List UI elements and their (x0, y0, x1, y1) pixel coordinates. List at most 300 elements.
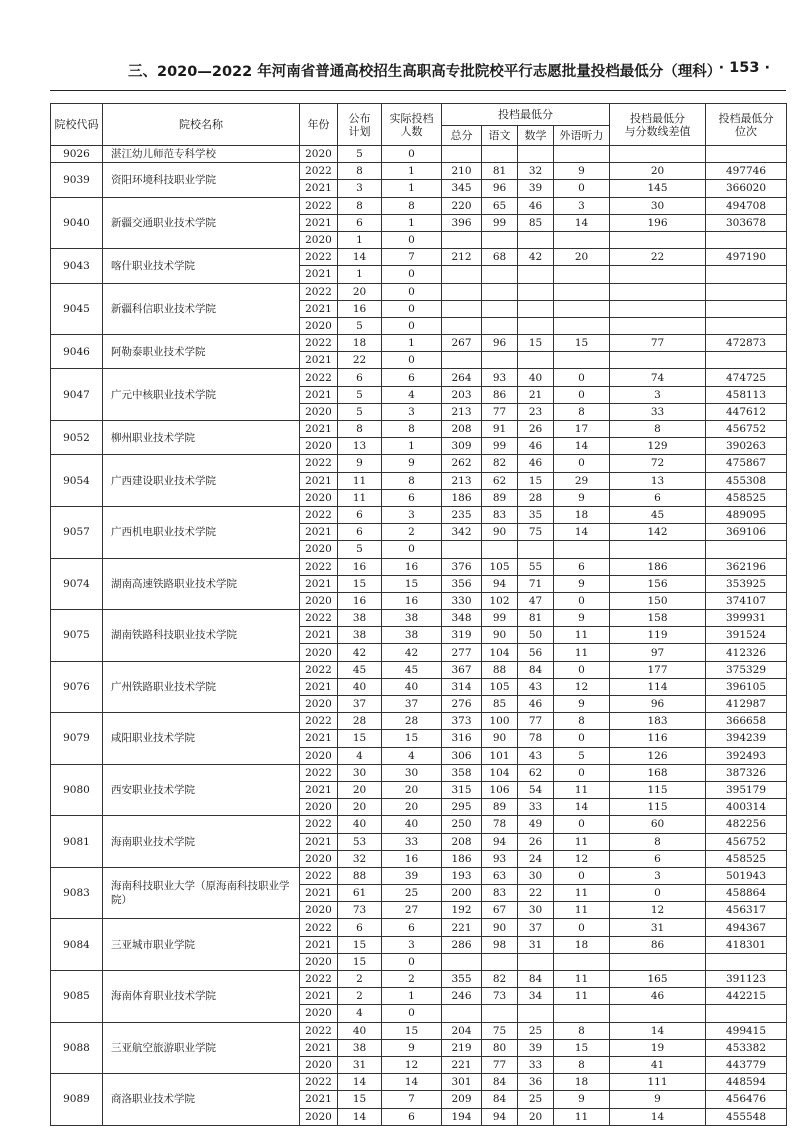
plan-cell: 88 (338, 867, 382, 884)
year-cell: 2022 (300, 1074, 338, 1091)
math-cell: 47 (518, 592, 554, 609)
math-cell: 31 (518, 936, 554, 953)
total-cell (442, 283, 482, 300)
year-cell: 2022 (300, 558, 338, 575)
foreign-cell (554, 300, 610, 317)
year-cell: 2020 (300, 489, 338, 506)
chinese-cell: 90 (482, 919, 518, 936)
rank-cell: 394239 (706, 730, 787, 747)
chinese-cell: 73 (482, 988, 518, 1005)
chinese-cell (482, 352, 518, 369)
plan-cell: 1 (338, 231, 382, 248)
table-body (51, 146, 787, 1126)
school-name-cell: 喀什职业技术学院 (103, 249, 300, 283)
year-cell: 2021 (300, 781, 338, 798)
diff-cell: 165 (610, 971, 706, 988)
school-name-cell: 湛江幼儿师范专科学校 (103, 146, 300, 163)
foreign-cell: 11 (554, 1108, 610, 1125)
rank-cell: 443779 (706, 1056, 787, 1073)
actual-cell: 3 (382, 936, 442, 953)
rank-cell: 455308 (706, 472, 787, 489)
school-code-cell: 9075 (51, 610, 103, 662)
foreign-cell: 12 (554, 850, 610, 867)
foreign-cell: 6 (554, 558, 610, 575)
chinese-cell: 82 (482, 455, 518, 472)
chinese-cell: 101 (482, 747, 518, 764)
school-code-cell: 9085 (51, 971, 103, 1023)
chinese-cell: 99 (482, 610, 518, 627)
year-cell: 2020 (300, 850, 338, 867)
plan-cell: 37 (338, 696, 382, 713)
plan-cell: 15 (338, 575, 382, 592)
foreign-cell (554, 266, 610, 283)
year-cell: 2020 (300, 541, 338, 558)
chinese-cell: 93 (482, 369, 518, 386)
math-cell: 50 (518, 627, 554, 644)
diff-cell: 13 (610, 472, 706, 489)
chinese-cell: 99 (482, 214, 518, 231)
actual-cell: 1 (382, 438, 442, 455)
chinese-cell (482, 953, 518, 970)
rank-cell: 458525 (706, 489, 787, 506)
actual-cell: 6 (382, 1108, 442, 1125)
total-cell: 345 (442, 180, 482, 197)
actual-cell: 38 (382, 610, 442, 627)
year-cell: 2022 (300, 1022, 338, 1039)
actual-cell: 39 (382, 867, 442, 884)
school-name-cell: 新疆交通职业技术学院 (103, 197, 300, 249)
year-cell: 2022 (300, 919, 338, 936)
col-header-min-score-group: 投档最低分 (442, 104, 610, 126)
math-cell (518, 146, 554, 163)
diff-cell: 177 (610, 661, 706, 678)
diff-cell: 12 (610, 902, 706, 919)
school-name-cell: 商洛职业技术学院 (103, 1074, 300, 1126)
school-name-cell: 咸阳职业技术学院 (103, 713, 300, 765)
math-cell: 49 (518, 816, 554, 833)
actual-cell: 0 (382, 283, 442, 300)
math-cell: 15 (518, 335, 554, 352)
math-cell (518, 283, 554, 300)
school-name-cell: 柳州职业技术学院 (103, 421, 300, 455)
rank-cell: 353925 (706, 575, 787, 592)
school-name-cell: 三亚城市职业学院 (103, 919, 300, 971)
rank-cell: 442215 (706, 988, 787, 1005)
total-cell (442, 317, 482, 334)
foreign-cell: 0 (554, 867, 610, 884)
year-cell: 2022 (300, 249, 338, 266)
plan-cell: 15 (338, 936, 382, 953)
total-cell: 210 (442, 163, 482, 180)
school-name-cell: 广西建设职业技术学院 (103, 455, 300, 507)
school-code-cell: 9026 (51, 146, 103, 163)
chinese-cell (482, 231, 518, 248)
diff-cell: 150 (610, 592, 706, 609)
school-name-cell: 三亚航空旅游职业学院 (103, 1022, 300, 1074)
rank-cell: 497746 (706, 163, 787, 180)
chinese-cell: 90 (482, 524, 518, 541)
year-cell: 2022 (300, 713, 338, 730)
table-row (51, 163, 787, 180)
math-cell (518, 317, 554, 334)
rank-cell (706, 283, 787, 300)
col-header-math: 数学 (518, 126, 554, 146)
diff-cell (610, 541, 706, 558)
actual-cell: 1 (382, 335, 442, 352)
total-cell: 295 (442, 799, 482, 816)
diff-cell: 156 (610, 575, 706, 592)
math-cell: 20 (518, 1108, 554, 1125)
chinese-cell: 93 (482, 850, 518, 867)
total-cell: 220 (442, 197, 482, 214)
math-cell: 71 (518, 575, 554, 592)
year-cell: 2021 (300, 936, 338, 953)
year-cell: 2020 (300, 317, 338, 334)
foreign-cell (554, 231, 610, 248)
plan-cell: 5 (338, 403, 382, 420)
school-name-cell: 广州铁路职业技术学院 (103, 661, 300, 713)
actual-cell: 6 (382, 919, 442, 936)
chinese-cell: 91 (482, 421, 518, 438)
total-cell: 277 (442, 644, 482, 661)
actual-cell: 6 (382, 489, 442, 506)
math-cell: 35 (518, 506, 554, 523)
chinese-cell (482, 541, 518, 558)
rank-cell: 494708 (706, 197, 787, 214)
school-code-cell: 9089 (51, 1074, 103, 1126)
actual-cell: 0 (382, 953, 442, 970)
rank-cell: 497190 (706, 249, 787, 266)
rank-cell (706, 146, 787, 163)
total-cell: 264 (442, 369, 482, 386)
rank-cell: 499415 (706, 1022, 787, 1039)
actual-cell: 9 (382, 1039, 442, 1056)
foreign-cell: 0 (554, 919, 610, 936)
diff-cell: 14 (610, 1108, 706, 1125)
plan-cell: 20 (338, 283, 382, 300)
actual-cell: 4 (382, 747, 442, 764)
diff-cell: 115 (610, 781, 706, 798)
math-cell: 77 (518, 713, 554, 730)
total-cell: 373 (442, 713, 482, 730)
actual-cell: 20 (382, 799, 442, 816)
rank-cell: 399931 (706, 610, 787, 627)
actual-cell: 28 (382, 713, 442, 730)
total-cell: 319 (442, 627, 482, 644)
col-header-total: 总分 (442, 126, 482, 146)
school-code-cell: 9081 (51, 816, 103, 868)
actual-cell: 0 (382, 541, 442, 558)
total-cell: 219 (442, 1039, 482, 1056)
total-cell: 348 (442, 610, 482, 627)
year-cell: 2020 (300, 1005, 338, 1022)
foreign-cell: 11 (554, 885, 610, 902)
plan-cell: 16 (338, 592, 382, 609)
math-cell: 81 (518, 610, 554, 627)
rank-cell: 472873 (706, 335, 787, 352)
table-row (51, 249, 787, 266)
foreign-cell (554, 953, 610, 970)
page-header (60, 60, 770, 82)
school-code-cell: 9039 (51, 163, 103, 197)
table-row (51, 369, 787, 386)
plan-cell: 13 (338, 438, 382, 455)
actual-cell: 15 (382, 575, 442, 592)
year-cell: 2020 (300, 438, 338, 455)
year-cell: 2020 (300, 696, 338, 713)
diff-cell: 183 (610, 713, 706, 730)
year-cell: 2022 (300, 816, 338, 833)
school-code-cell: 9047 (51, 369, 103, 421)
diff-cell: 8 (610, 833, 706, 850)
col-header-diff: 投档最低分 与分数线差值 (610, 104, 706, 146)
year-cell: 2020 (300, 1108, 338, 1125)
school-code-cell: 9088 (51, 1022, 103, 1074)
chinese-cell: 89 (482, 799, 518, 816)
rank-cell: 448594 (706, 1074, 787, 1091)
rank-cell (706, 300, 787, 317)
table-row (51, 335, 787, 352)
rank-cell: 391524 (706, 627, 787, 644)
math-cell: 43 (518, 747, 554, 764)
chinese-cell: 77 (482, 403, 518, 420)
year-cell: 2021 (300, 266, 338, 283)
math-cell (518, 1005, 554, 1022)
foreign-cell: 9 (554, 575, 610, 592)
plan-cell: 4 (338, 1005, 382, 1022)
diff-cell: 19 (610, 1039, 706, 1056)
math-cell: 21 (518, 386, 554, 403)
school-code-cell: 9076 (51, 661, 103, 713)
year-cell: 2021 (300, 1091, 338, 1108)
diff-cell: 158 (610, 610, 706, 627)
math-cell: 78 (518, 730, 554, 747)
math-cell (518, 231, 554, 248)
actual-cell: 0 (382, 300, 442, 317)
chinese-cell: 83 (482, 885, 518, 902)
foreign-cell (554, 352, 610, 369)
foreign-cell: 11 (554, 833, 610, 850)
math-cell: 15 (518, 472, 554, 489)
math-cell: 36 (518, 1074, 554, 1091)
foreign-cell: 14 (554, 799, 610, 816)
actual-cell: 0 (382, 317, 442, 334)
actual-cell: 1 (382, 163, 442, 180)
math-cell: 39 (518, 180, 554, 197)
col-header-plan: 公布 计划 (338, 104, 382, 146)
chinese-cell: 104 (482, 644, 518, 661)
rank-cell: 456752 (706, 421, 787, 438)
actual-cell: 3 (382, 506, 442, 523)
actual-cell: 27 (382, 902, 442, 919)
table-row (51, 1074, 787, 1091)
table-row (51, 506, 787, 523)
chinese-cell: 90 (482, 627, 518, 644)
actual-cell: 0 (382, 146, 442, 163)
total-cell: 212 (442, 249, 482, 266)
year-cell: 2020 (300, 953, 338, 970)
total-cell: 213 (442, 403, 482, 420)
table-row (51, 713, 787, 730)
diff-cell: 97 (610, 644, 706, 661)
actual-cell: 2 (382, 524, 442, 541)
chinese-cell: 75 (482, 1022, 518, 1039)
chinese-cell: 82 (482, 971, 518, 988)
math-cell: 54 (518, 781, 554, 798)
year-cell: 2021 (300, 627, 338, 644)
total-cell: 235 (442, 506, 482, 523)
foreign-cell: 0 (554, 816, 610, 833)
total-cell: 355 (442, 971, 482, 988)
year-cell: 2020 (300, 1056, 338, 1073)
school-code-cell: 9040 (51, 197, 103, 249)
table-row (51, 421, 787, 438)
chinese-cell: 68 (482, 249, 518, 266)
plan-cell: 6 (338, 369, 382, 386)
foreign-cell: 5 (554, 747, 610, 764)
foreign-cell: 14 (554, 214, 610, 231)
plan-cell: 31 (338, 1056, 382, 1073)
total-cell: 315 (442, 781, 482, 798)
foreign-cell: 0 (554, 455, 610, 472)
table-row (51, 455, 787, 472)
foreign-cell: 29 (554, 472, 610, 489)
math-cell (518, 953, 554, 970)
rank-cell: 412987 (706, 696, 787, 713)
foreign-cell: 0 (554, 180, 610, 197)
diff-cell: 114 (610, 678, 706, 695)
diff-cell (610, 953, 706, 970)
math-cell: 23 (518, 403, 554, 420)
foreign-cell: 0 (554, 764, 610, 781)
total-cell: 204 (442, 1022, 482, 1039)
rank-cell (706, 266, 787, 283)
plan-cell: 28 (338, 713, 382, 730)
total-cell: 376 (442, 558, 482, 575)
diff-cell: 22 (610, 249, 706, 266)
rank-cell: 475867 (706, 455, 787, 472)
chinese-cell (482, 266, 518, 283)
math-cell: 75 (518, 524, 554, 541)
rank-cell: 455548 (706, 1108, 787, 1125)
diff-cell: 119 (610, 627, 706, 644)
total-cell: 203 (442, 386, 482, 403)
diff-cell: 33 (610, 403, 706, 420)
school-name-cell: 广西机电职业技术学院 (103, 506, 300, 558)
year-cell: 2021 (300, 524, 338, 541)
plan-cell: 40 (338, 816, 382, 833)
chinese-cell: 100 (482, 713, 518, 730)
year-cell: 2022 (300, 335, 338, 352)
rank-cell (706, 317, 787, 334)
chinese-cell: 102 (482, 592, 518, 609)
math-cell: 43 (518, 678, 554, 695)
foreign-cell: 11 (554, 644, 610, 661)
plan-cell: 8 (338, 163, 382, 180)
chinese-cell (482, 146, 518, 163)
table-row (51, 610, 787, 627)
total-cell (442, 266, 482, 283)
math-cell: 28 (518, 489, 554, 506)
col-header-foreign: 外语听力 (554, 126, 610, 146)
total-cell: 194 (442, 1108, 482, 1125)
actual-cell: 40 (382, 678, 442, 695)
actual-cell: 40 (382, 816, 442, 833)
plan-cell: 40 (338, 1022, 382, 1039)
chinese-cell (482, 317, 518, 334)
plan-cell: 14 (338, 1108, 382, 1125)
col-header-actual: 实际投档 人数 (382, 104, 442, 146)
actual-cell: 8 (382, 197, 442, 214)
foreign-cell: 9 (554, 163, 610, 180)
chinese-cell: 96 (482, 335, 518, 352)
rank-cell: 391123 (706, 971, 787, 988)
school-name-cell: 湖南高速铁路职业技术学院 (103, 558, 300, 610)
foreign-cell: 0 (554, 661, 610, 678)
diff-cell: 31 (610, 919, 706, 936)
math-cell: 56 (518, 644, 554, 661)
actual-cell: 15 (382, 1022, 442, 1039)
admission-score-table (50, 103, 787, 1126)
plan-cell: 14 (338, 249, 382, 266)
table-row (51, 764, 787, 781)
total-cell: 314 (442, 678, 482, 695)
school-code-cell: 9074 (51, 558, 103, 610)
year-cell: 2021 (300, 180, 338, 197)
actual-cell: 1 (382, 180, 442, 197)
year-cell: 2021 (300, 833, 338, 850)
total-cell (442, 1005, 482, 1022)
school-name-cell: 资阳环境科技职业学院 (103, 163, 300, 197)
diff-cell (610, 266, 706, 283)
math-cell: 33 (518, 1056, 554, 1073)
plan-cell: 15 (338, 730, 382, 747)
rank-cell: 474725 (706, 369, 787, 386)
math-cell: 85 (518, 214, 554, 231)
actual-cell: 25 (382, 885, 442, 902)
foreign-cell: 8 (554, 403, 610, 420)
school-code-cell: 9054 (51, 455, 103, 507)
actual-cell: 0 (382, 352, 442, 369)
year-cell: 2021 (300, 214, 338, 231)
chinese-cell: 83 (482, 506, 518, 523)
math-cell: 25 (518, 1091, 554, 1108)
total-cell: 301 (442, 1074, 482, 1091)
actual-cell: 7 (382, 249, 442, 266)
actual-cell: 1 (382, 988, 442, 1005)
diff-cell: 142 (610, 524, 706, 541)
chinese-cell: 84 (482, 1074, 518, 1091)
actual-cell: 45 (382, 661, 442, 678)
header-rule (50, 90, 786, 91)
plan-cell: 11 (338, 472, 382, 489)
math-cell: 33 (518, 799, 554, 816)
total-cell: 342 (442, 524, 482, 541)
year-cell: 2022 (300, 455, 338, 472)
actual-cell: 0 (382, 231, 442, 248)
school-code-cell: 9057 (51, 506, 103, 558)
year-cell: 2020 (300, 592, 338, 609)
math-cell: 62 (518, 764, 554, 781)
foreign-cell: 20 (554, 249, 610, 266)
year-cell: 2021 (300, 421, 338, 438)
chinese-cell: 65 (482, 197, 518, 214)
actual-cell: 33 (382, 833, 442, 850)
chinese-cell: 77 (482, 1056, 518, 1073)
foreign-cell: 0 (554, 730, 610, 747)
diff-cell: 41 (610, 1056, 706, 1073)
actual-cell: 9 (382, 455, 442, 472)
